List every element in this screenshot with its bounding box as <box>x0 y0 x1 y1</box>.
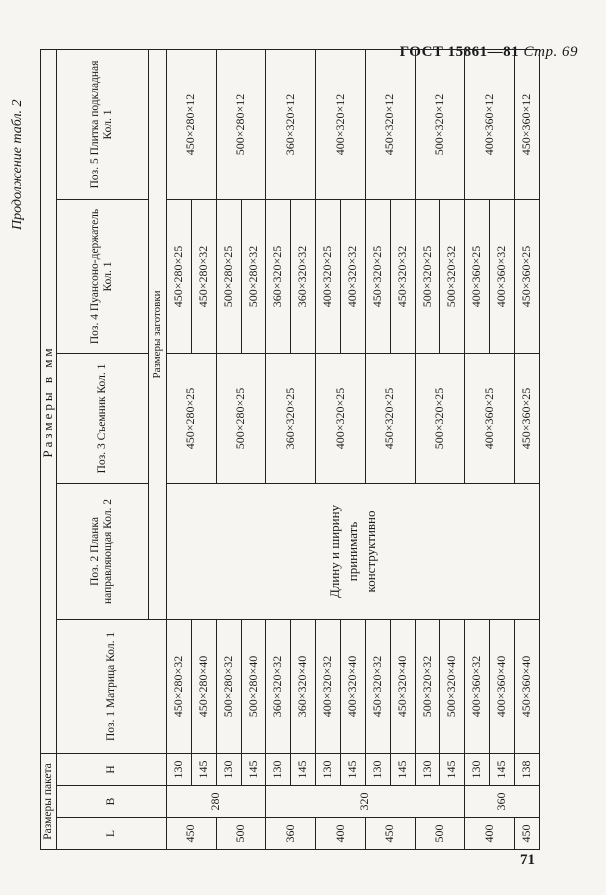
pos4-header: Поз. 4 Пуансоно-держатель Кол. 1 <box>56 199 148 353</box>
L-cell: 400 <box>316 818 366 850</box>
H-cell: 145 <box>390 753 415 785</box>
pos1-cell: 500×320×32 <box>415 619 440 753</box>
sizes-header: Размеры в мм <box>41 49 57 753</box>
pos4-cell: 400×360×25 <box>465 199 490 353</box>
pos3-cell: 400×320×25 <box>316 353 366 483</box>
col-H-header: H <box>56 753 166 785</box>
H-cell: 145 <box>340 753 365 785</box>
H-cell: 130 <box>266 753 291 785</box>
L-cell: 360 <box>266 818 316 850</box>
pos4-cell: 450×320×32 <box>390 199 415 353</box>
pos5-cell: 500×320×12 <box>415 49 465 199</box>
page-number: 71 <box>520 852 535 868</box>
pos4-cell: 450×320×25 <box>365 199 390 353</box>
pos2-header: Поз. 2 Планка направляющая Кол. 2 <box>56 483 148 619</box>
pos3-cell: 500×320×25 <box>415 353 465 483</box>
pos4-cell: 450×280×32 <box>191 199 216 353</box>
H-cell: 130 <box>365 753 390 785</box>
pos1-cell: 400×360×40 <box>490 619 515 753</box>
pos2-note: Длину и ширину принимать конструктивно <box>166 483 539 619</box>
pos5-cell: 400×320×12 <box>316 49 366 199</box>
pos4-cell: 400×360×32 <box>490 199 515 353</box>
blank-sizes-header: Размеры заготовки <box>148 49 166 619</box>
pos4-cell: 450×360×25 <box>514 199 539 353</box>
pos1-cell: 360×320×40 <box>291 619 316 753</box>
B-cell: 280 <box>166 786 265 818</box>
H-cell: 138 <box>514 753 539 785</box>
pos4-cell: 400×320×32 <box>340 199 365 353</box>
package-size-header: Размеры пакета <box>41 753 57 849</box>
pos5-cell: 360×320×12 <box>266 49 316 199</box>
L-cell: 450 <box>514 818 539 850</box>
H-cell: 130 <box>415 753 440 785</box>
L-cell: 500 <box>415 818 465 850</box>
pos4-cell: 360×320×25 <box>266 199 291 353</box>
B-cell: 320 <box>266 786 465 818</box>
pos1-cell: 450×320×40 <box>390 619 415 753</box>
pos3-cell: 450×320×25 <box>365 353 415 483</box>
H-cell: 130 <box>316 753 341 785</box>
pos3-header: Поз. 3 Съемник Кол. 1 <box>56 353 148 483</box>
pos1-cell: 450×360×40 <box>514 619 539 753</box>
pos5-header: Поз. 5 Плитка подкладная Кол. 1 <box>56 49 148 199</box>
pos4-cell: 450×280×25 <box>166 199 191 353</box>
L-cell: 500 <box>216 818 266 850</box>
pos4-cell: 360×320×32 <box>291 199 316 353</box>
table-container <box>40 50 540 850</box>
pos1-cell: 450×320×32 <box>365 619 390 753</box>
pos5-cell: 500×280×12 <box>216 49 266 199</box>
pos1-cell: 500×280×40 <box>241 619 266 753</box>
pos3-cell: 360×320×25 <box>266 353 316 483</box>
H-cell: 145 <box>241 753 266 785</box>
pos1-cell: 500×320×40 <box>440 619 465 753</box>
L-cell: 400 <box>465 818 515 850</box>
H-cell: 145 <box>490 753 515 785</box>
L-cell: 450 <box>166 818 216 850</box>
H-cell: 130 <box>216 753 241 785</box>
pos1-cell: 450×280×40 <box>191 619 216 753</box>
pos4-cell: 400×320×25 <box>316 199 341 353</box>
pos3-cell: 450×280×25 <box>166 353 216 483</box>
pos4-cell: 500×280×32 <box>241 199 266 353</box>
pos4-cell: 500×280×25 <box>216 199 241 353</box>
standard-number: ГОСТ 15861—81 <box>399 44 520 60</box>
H-cell: 145 <box>291 753 316 785</box>
pos1-cell: 500×280×32 <box>216 619 241 753</box>
pos5-cell: 450×320×12 <box>365 49 415 199</box>
H-cell: 130 <box>465 753 490 785</box>
pos1-cell: 400×320×32 <box>316 619 341 753</box>
L-cell: 450 <box>365 818 415 850</box>
H-cell: 130 <box>166 753 191 785</box>
H-cell: 145 <box>191 753 216 785</box>
dimensions-table <box>40 49 540 850</box>
pos5-cell: 450×360×12 <box>514 49 539 199</box>
pos4-cell: 500×320×25 <box>415 199 440 353</box>
pos3-cell: 500×280×25 <box>216 353 266 483</box>
pos3-cell: 400×360×25 <box>465 353 515 483</box>
pos4-cell: 500×320×32 <box>440 199 465 353</box>
pos3-cell: 450×360×25 <box>514 353 539 483</box>
page-label: Стр. 69 <box>523 44 578 60</box>
pos1-cell: 450×280×32 <box>166 619 191 753</box>
col-B-header: B <box>56 786 166 818</box>
pos5-cell: 450×280×12 <box>166 49 216 199</box>
pos1-cell: 400×320×40 <box>340 619 365 753</box>
pos5-cell: 400×360×12 <box>465 49 515 199</box>
pos1-cell: 400×360×32 <box>465 619 490 753</box>
continuation-title: Продолжение табл. 2 <box>10 99 25 230</box>
H-cell: 145 <box>440 753 465 785</box>
B-cell: 360 <box>465 786 540 818</box>
pos1-cell: 360×320×32 <box>266 619 291 753</box>
pos1-header: Поз. 1 Матрица Кол. 1 <box>56 619 166 753</box>
col-L-header: L <box>56 818 166 850</box>
